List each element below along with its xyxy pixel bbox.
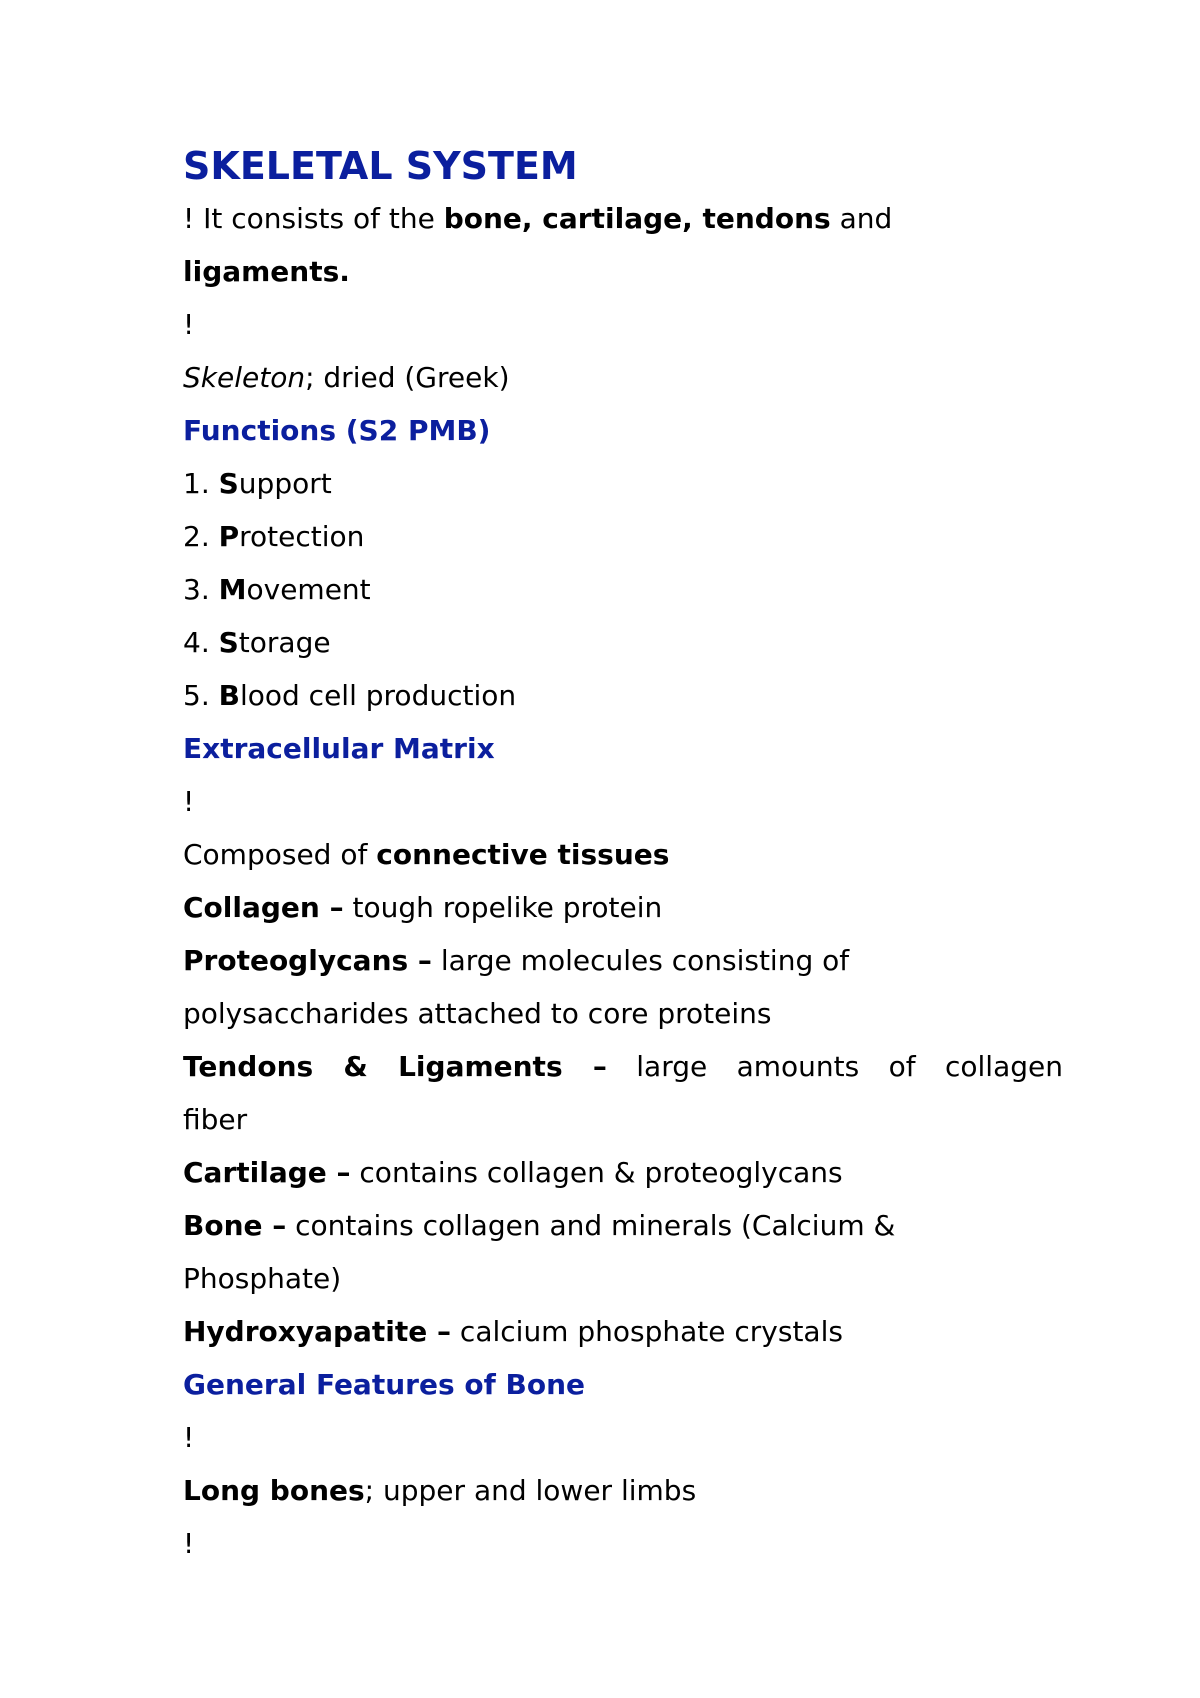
function-item: 5. Blood cell production xyxy=(183,679,517,712)
document-page xyxy=(183,140,1063,1570)
intro-line: ! It consists of the bone, cartilage, tendons and xyxy=(183,202,893,235)
definition-proteoglycans-cont: polysaccharides attached to core proteins xyxy=(183,997,772,1030)
functions-heading: Functions (S2 PMB) xyxy=(183,414,491,447)
skeleton-definition: Skeleton; dried (Greek) xyxy=(183,361,510,394)
bullet-mark: ! xyxy=(183,1527,195,1560)
definition-tendons-ligaments: Tendons & Ligaments – large amounts of collagen xyxy=(183,1050,1063,1083)
intro-bold-terms: bone, cartilage, tendons xyxy=(443,202,831,235)
definition-collagen: Collagen – tough ropelike protein xyxy=(183,891,663,924)
intro-line-cont: ligaments. xyxy=(183,255,350,288)
document-title: SKELETAL SYSTEM xyxy=(183,144,578,188)
function-item: 2. Protection xyxy=(183,520,365,553)
definition-tendons-cont: fiber xyxy=(183,1103,248,1136)
long-bones-line: Long bones; upper and lower limbs xyxy=(183,1474,697,1507)
definition-cartilage: Cartilage – contains collagen & proteoglycans xyxy=(183,1156,843,1189)
bullet-mark: ! xyxy=(183,785,195,818)
definition-bone-cont: Phosphate) xyxy=(183,1262,342,1295)
bullet-mark: ! xyxy=(183,308,195,341)
function-item: 3. Movement xyxy=(183,573,371,606)
definition-proteoglycans: Proteoglycans – large molecules consisting of xyxy=(183,944,850,977)
function-item: 1. Support xyxy=(183,467,332,500)
general-features-heading: General Features of Bone xyxy=(183,1368,586,1401)
bullet-mark: ! xyxy=(183,1421,195,1454)
ecm-heading: Extracellular Matrix xyxy=(183,732,495,765)
bullet-mark: ! xyxy=(183,202,195,235)
definition-hydroxyapatite: Hydroxyapatite – calcium phosphate crystals xyxy=(183,1315,843,1348)
definition-bone: Bone – contains collagen and minerals (Calcium & xyxy=(183,1209,896,1242)
function-item: 4. Storage xyxy=(183,626,331,659)
composed-line: Composed of connective tissues xyxy=(183,838,670,871)
